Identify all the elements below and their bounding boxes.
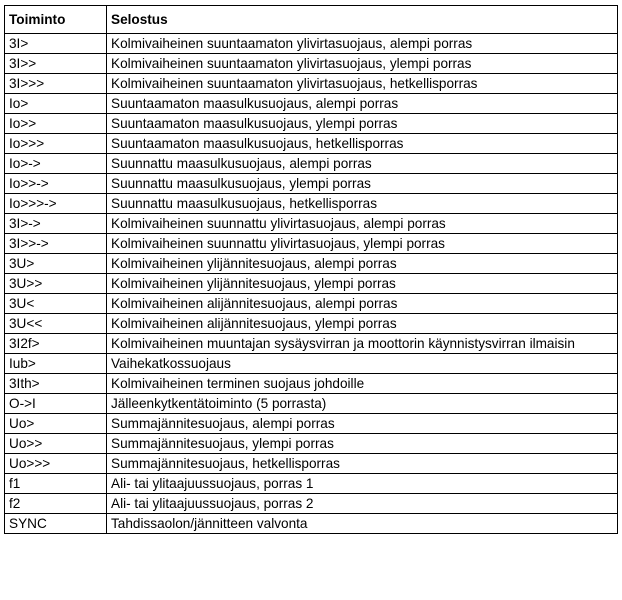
function-description: Ali- tai ylitaajuussuojaus, porras 2 — [107, 494, 618, 514]
function-description: Suunnattu maasulkusuojaus, alempi porras — [107, 154, 618, 174]
header-function: Toiminto — [5, 6, 107, 34]
function-description: Kolmivaiheinen alijännitesuojaus, alempi porras — [107, 294, 618, 314]
function-code: 3U>> — [5, 274, 107, 294]
function-code: f2 — [5, 494, 107, 514]
table-row — [5, 54, 618, 74]
table-row — [5, 254, 618, 274]
table-row — [5, 434, 618, 454]
table-row — [5, 114, 618, 134]
table-row — [5, 474, 618, 494]
function-code: Io>>> — [5, 134, 107, 154]
function-description: Kolmivaiheinen terminen suojaus johdoille — [107, 374, 618, 394]
function-table — [4, 5, 618, 534]
function-description: Kolmivaiheinen alijännitesuojaus, ylempi porras — [107, 314, 618, 334]
table-row — [5, 134, 618, 154]
function-description: Jälleenkytkentätoiminto (5 porrasta) — [107, 394, 618, 414]
function-description: Vaihekatkossuojaus — [107, 354, 618, 374]
function-code: 3I>>-> — [5, 234, 107, 254]
function-code: O->I — [5, 394, 107, 414]
function-description: Kolmivaiheinen suunnattu ylivirtasuojaus, ylempi porras — [107, 234, 618, 254]
function-description: Kolmivaiheinen suuntaamaton ylivirtasuojaus, ylempi porras — [107, 54, 618, 74]
table-row — [5, 234, 618, 254]
table-row — [5, 354, 618, 374]
function-code: Io> — [5, 94, 107, 114]
table-row — [5, 414, 618, 434]
function-code: 3U< — [5, 294, 107, 314]
table-row — [5, 294, 618, 314]
function-description: Summajännitesuojaus, alempi porras — [107, 414, 618, 434]
function-description: Kolmivaiheinen ylijännitesuojaus, alempi porras — [107, 254, 618, 274]
table-row — [5, 74, 618, 94]
function-description: Suunnattu maasulkusuojaus, hetkellisporras — [107, 194, 618, 214]
function-code: 3U> — [5, 254, 107, 274]
table-row — [5, 94, 618, 114]
function-code: 3Ith> — [5, 374, 107, 394]
function-description: Tahdissaolon/jännitteen valvonta — [107, 514, 618, 534]
table-row — [5, 514, 618, 534]
function-description: Suuntaamaton maasulkusuojaus, hetkellisporras — [107, 134, 618, 154]
function-code: Uo>> — [5, 434, 107, 454]
function-description: Suuntaamaton maasulkusuojaus, alempi porras — [107, 94, 618, 114]
table-row — [5, 314, 618, 334]
function-code: 3I> — [5, 34, 107, 54]
table-row — [5, 34, 618, 54]
function-description: Suuntaamaton maasulkusuojaus, ylempi porras — [107, 114, 618, 134]
function-code: Io>>>-> — [5, 194, 107, 214]
function-code: 3I2f> — [5, 334, 107, 354]
table-row — [5, 274, 618, 294]
function-code: Uo>>> — [5, 454, 107, 474]
function-description: Kolmivaiheinen suuntaamaton ylivirtasuojaus, alempi porras — [107, 34, 618, 54]
function-description: Summajännitesuojaus, ylempi porras — [107, 434, 618, 454]
function-code: Uo> — [5, 414, 107, 434]
table-row — [5, 194, 618, 214]
function-code: Io>>-> — [5, 174, 107, 194]
function-code: Io>-> — [5, 154, 107, 174]
table-row — [5, 494, 618, 514]
function-description: Kolmivaiheinen suunnattu ylivirtasuojaus, alempi porras — [107, 214, 618, 234]
function-code: 3U<< — [5, 314, 107, 334]
table-row — [5, 174, 618, 194]
table-row — [5, 154, 618, 174]
function-description: Kolmivaiheinen muuntajan sysäysvirran ja moottorin käynnistysvirran ilmaisin — [107, 334, 618, 354]
function-description: Summajännitesuojaus, hetkellisporras — [107, 454, 618, 474]
function-description: Suunnattu maasulkusuojaus, ylempi porras — [107, 174, 618, 194]
table-row — [5, 394, 618, 414]
function-description: Kolmivaiheinen suuntaamaton ylivirtasuojaus, hetkellisporras — [107, 74, 618, 94]
function-description: Kolmivaiheinen ylijännitesuojaus, ylempi porras — [107, 274, 618, 294]
table-row — [5, 454, 618, 474]
function-code: 3I>> — [5, 54, 107, 74]
function-description: Ali- tai ylitaajuussuojaus, porras 1 — [107, 474, 618, 494]
function-code: 3I>-> — [5, 214, 107, 234]
table-row — [5, 374, 618, 394]
function-code: f1 — [5, 474, 107, 494]
table-row — [5, 334, 618, 354]
function-code: 3I>>> — [5, 74, 107, 94]
function-code: SYNC — [5, 514, 107, 534]
function-code: Iub> — [5, 354, 107, 374]
header-description: Selostus — [107, 6, 618, 34]
function-code: Io>> — [5, 114, 107, 134]
table-row — [5, 214, 618, 234]
table-header-row — [5, 6, 618, 34]
